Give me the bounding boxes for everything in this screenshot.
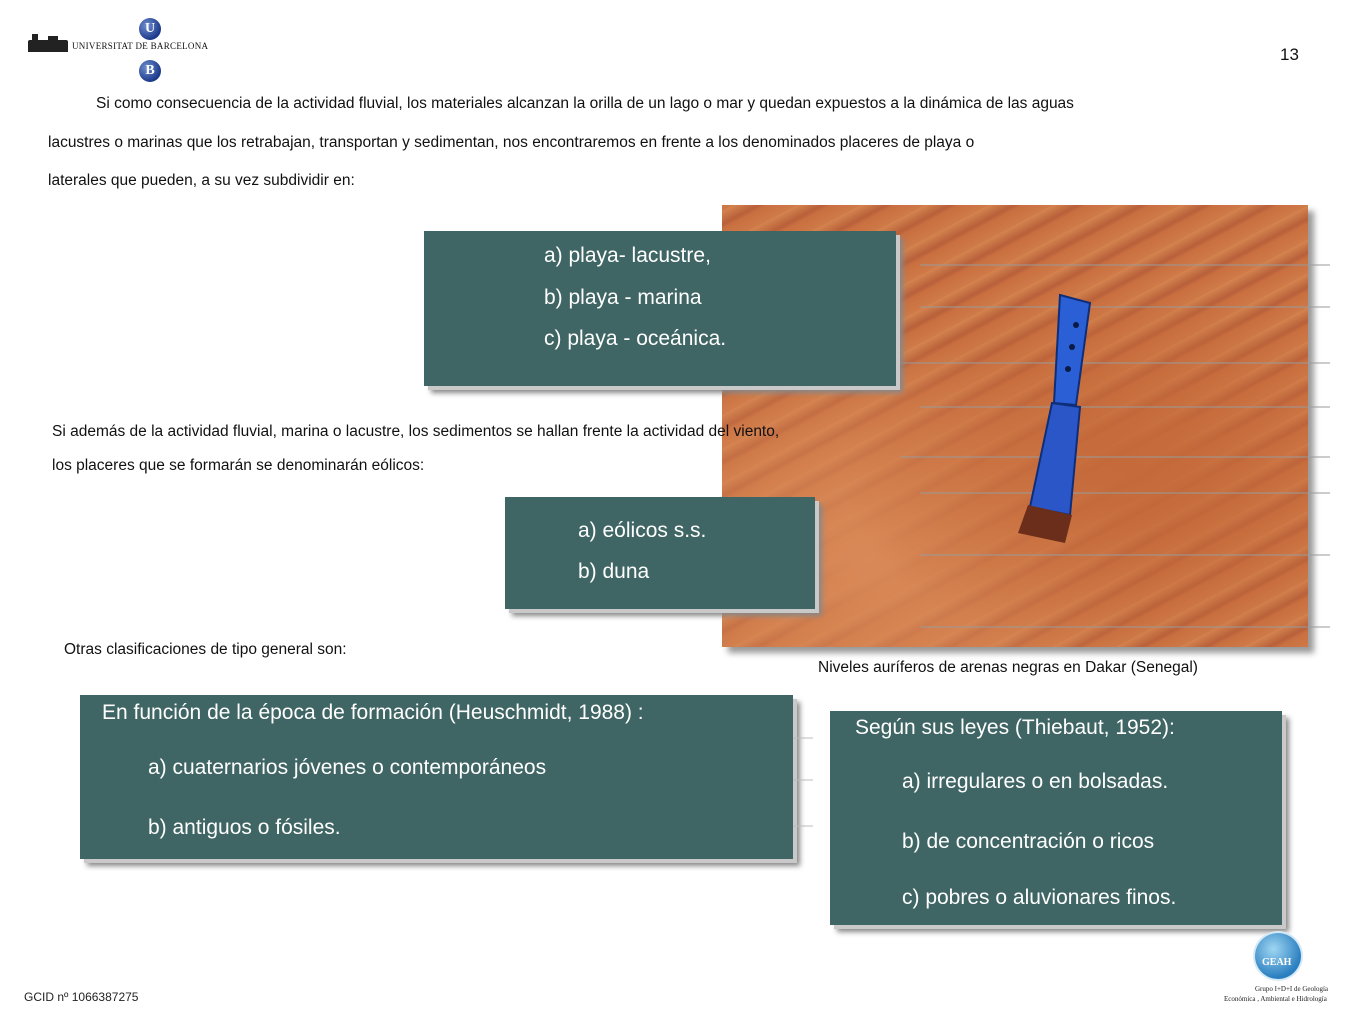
- photo-guide-lines: [900, 225, 1330, 645]
- playa-item-c: c) playa - oceánica.: [544, 327, 727, 350]
- gcid-number: GCID nº 1066387275: [24, 990, 139, 1004]
- formation-epoch-title: En función de la época de formación (Heuschmidt, 1988) :: [102, 701, 644, 724]
- geah-logo-label: GEAH: [1262, 957, 1292, 968]
- formation-epoch-box: [80, 695, 793, 859]
- geah-logo-icon: [1255, 933, 1301, 979]
- other-classifications-label: Otras clasificaciones de tipo general son:: [64, 641, 347, 658]
- university-building-icon: [28, 40, 68, 52]
- playa-item-b: b) playa - marina: [544, 286, 702, 309]
- epoch-box-guide-lines: [793, 700, 813, 840]
- eolicos-item-b: b) duna: [578, 560, 650, 583]
- group-name-line-2: Económica , Ambiental e Hidrología: [1224, 995, 1327, 1003]
- playa-item-a: a) playa- lacustre,: [544, 244, 711, 267]
- playa-types-box: [424, 231, 896, 386]
- shovel-icon: [1010, 285, 1100, 545]
- formation-epoch-item-b: b) antiguos o fósiles.: [148, 816, 341, 839]
- university-logo-u: U: [139, 18, 161, 40]
- intro-line-3: laterales que pueden, a su vez subdividir en:: [48, 172, 355, 189]
- formation-epoch-item-a: a) cuaternarios jóvenes o contemporáneos: [148, 756, 547, 779]
- eolicos-types-box: [505, 497, 815, 609]
- group-name-line-1: Grupo I+D+I de Geología: [1255, 985, 1329, 993]
- eolicos-item-a: a) eólicos s.s.: [578, 519, 707, 542]
- eolicos-line-2: los placeres que se formarán se denominarán eólicos:: [52, 457, 425, 474]
- photo-caption: Niveles auríferos de arenas negras en Dakar (Senegal): [818, 659, 1198, 676]
- university-logo-b: B: [139, 60, 161, 82]
- grade-laws-item-b: b) de concentración o ricos: [902, 830, 1155, 853]
- university-name: UNIVERSITAT DE BARCELONA: [72, 41, 209, 51]
- grade-laws-item-c: c) pobres o aluvionares finos.: [902, 886, 1177, 909]
- grade-laws-box: [830, 711, 1282, 925]
- intro-line-2: lacustres o marinas que los retrabajan, transportan y sedimentan, nos encontraremos en frente a los denominados placeres de playa o: [48, 134, 975, 151]
- intro-line-1: Si como consecuencia de la actividad fluvial, los materiales alcanzan la orilla de un lago o mar y quedan expuestos a la dinámica de las aguas: [96, 95, 1074, 112]
- grade-laws-title: Según sus leyes (Thiebaut, 1952):: [855, 716, 1175, 739]
- grade-laws-item-a: a) irregulares o en bolsadas.: [902, 770, 1169, 793]
- eolicos-line-1: Si además de la actividad fluvial, marina o lacustre, los sedimentos se hallan frente la actividad del viento,: [52, 423, 780, 440]
- page-number: 13: [1280, 45, 1299, 64]
